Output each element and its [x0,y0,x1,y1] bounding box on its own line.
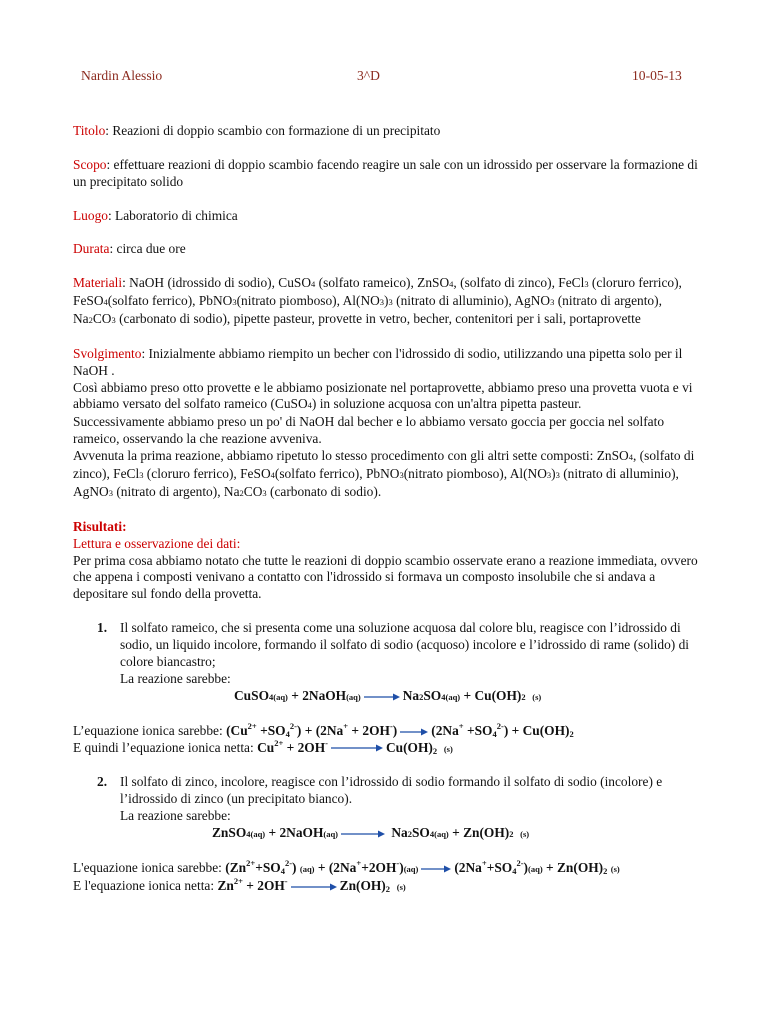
svolgimento-p3: Successivamente abbiamo preso un po' di NaOH dal becher e lo abbiamo versato goccia per goccia nel solfato rameico, osservando la che reazione avveniva. [73,414,665,447]
ionic-label: L’equazione ionica sarebbe: [73,722,227,738]
item-description: Il solfato rameico, che si presenta come una soluzione acquosa dal colore blu, reagisce con l’idrossido di sodio, un liquido incolore, formando il solfato di sodio (acquoso) incolore e l’idrossido di rame (solido) di colore biancastro; [120,620,690,669]
scopo-label: Scopo [73,156,107,172]
section-materiali [73,275,698,329]
arrow-right-icon [364,693,400,701]
section-scopo [73,157,698,191]
list-item [73,774,698,843]
section-risultati [73,519,698,604]
arrow-right-icon [400,728,428,736]
durata-text: : circa due ore [109,241,186,257]
arrow-right-icon [291,883,337,891]
durata-label: Durata [73,241,110,257]
net-ionic-equation: E quindi l’equazione ionica netta: $Cu^{2+} + 2OH^-$ $Cu(OH)_2$ (s) [73,737,453,756]
risultati-title: Risultati: [73,518,127,534]
luogo-label: Luogo [73,207,108,223]
net-ionic-equation: E l'equazione ionica netta: $Zn^{2+} + 2OH^-$ $Zn(OH)_2$ (s) [73,875,406,894]
reaction-equation: ZnSO4(aq) + 2NaOH(aq) Na2SO4(aq) + Zn(OH)2 (s) [212,825,530,841]
section-durata [73,241,698,258]
svolgimento-label: Svolgimento [73,345,142,361]
scopo-text: : effettuare reazioni di doppio scambio facendo reagire un sale con un idrossido per osservare la formazione di un precipitato solido [73,156,698,189]
materiali-text: : NaOH (idrossido di sodio), CuSO4 (solfato rameico), ZnSO4, (solfato di zinco), FeCl3 (cloruro ferrico), FeSO4(solfato ferrico), PbNO3(nitrato piomboso), Al(NO3)3 (nitrato di alluminio), AgNO3 (nitrato di argento), Na2CO3 (carbonato di sodio), pipette pasteur, provette in vetro, becher, contenitori per i sali, portaprovette [73,275,682,326]
net-ionic-label: E l'equazione ionica netta: [73,877,218,893]
arrow-right-icon [421,865,451,873]
list-item [73,620,698,706]
document-header [0,68,768,88]
author-name: Nardin Alessio [81,68,163,83]
result-item-1 [73,620,698,757]
net-ionic-label: E quindi l’equazione ionica netta: [73,739,258,755]
svolgimento-p2: Così abbiamo preso otto provette e le abbiamo posizionate nel portaprovette, abbiamo preso una provetta vuota e vi abbiamo versato del solfato rameico (CuSO4) in soluzione acquosa con un'altra pipetta pasteur. [73,379,693,412]
class-label: 3^D [357,68,380,83]
section-titolo [73,123,698,140]
arrow-right-icon [331,744,383,752]
titolo-label: Titolo [73,123,106,138]
result-item-2 [73,774,698,895]
svolgimento-p4: Avvenuta la prima reazione, abbiamo ripetuto lo stesso procedimento con gli altri sette composti: ZnSO4, (solfato di zinco), FeCl3 (cloruro ferrico), FeSO4(solfato ferrico), PbNO3(nitrato piomboso), Al(NO3)3 (nitrato di alluminio), AgNO3 (nitrato di argento), Na2CO3 (carbonato di sodio). [73,448,695,499]
materiali-label: Materiali [73,275,123,291]
reaction-label: La reazione sarebbe: [120,670,231,686]
document-date: 10-05-13 [632,68,682,83]
risultati-intro: Per prima cosa abbiamo notato che tutte le reazioni di doppio scambio osservate erano a reazione immediata, ovvero che appena i composti venivano a contatto con l'idrossido si formava un composto insolubile che si andava a depositare sul fondo della provetta. [73,552,698,602]
ionic-label: L'equazione ionica sarebbe: [73,859,226,875]
risultati-subtitle: Lettura e osservazione dei dati: [73,535,241,551]
section-svolgimento [73,346,698,502]
ionic-equation: L'equazione ionica sarebbe: $(Zn^{2+}+SO_4^{2-}) (aq) + (2Na^++2OH^-)(aq) (2Na^++SO_4^{2-})(aq) + Zn(OH)_2$ (s) [73,857,620,876]
arrow-right-icon [341,830,385,838]
titolo-text: : Reazioni di doppio scambio con formazione di un precipitato [105,123,441,138]
reaction-label: La reazione sarebbe: [120,808,231,824]
item-description: Il solfato di zinco, incolore, reagisce con l’idrossido di sodio formando il solfato di sodio (incolore) e l’idrossido di zinco (un precipitato bianco). [120,774,663,807]
item-number: 1. [97,620,108,636]
reaction-equation: CuSO4(aq) + 2NaOH(aq) Na2SO4(aq) + Cu(OH)2 (s) [234,687,542,703]
ionic-equation: L’equazione ionica sarebbe: $(Cu^{2+} +SO_4^{2-}) + (2Na^+ + 2OH^-)$ $(2Na^+ +SO_4^{2-}) + Cu(OH)_2$ [73,720,574,739]
section-luogo [73,208,698,225]
luogo-text: : Laboratorio di chimica [107,207,238,223]
document-body [73,123,698,896]
item-number: 2. [97,774,108,790]
svolgimento-p1: Svolgimento: Inizialmente abbiamo riempito un becher con l'idrossido di sodio, utilizzando una pipetta solo per il NaOH . [73,345,683,378]
